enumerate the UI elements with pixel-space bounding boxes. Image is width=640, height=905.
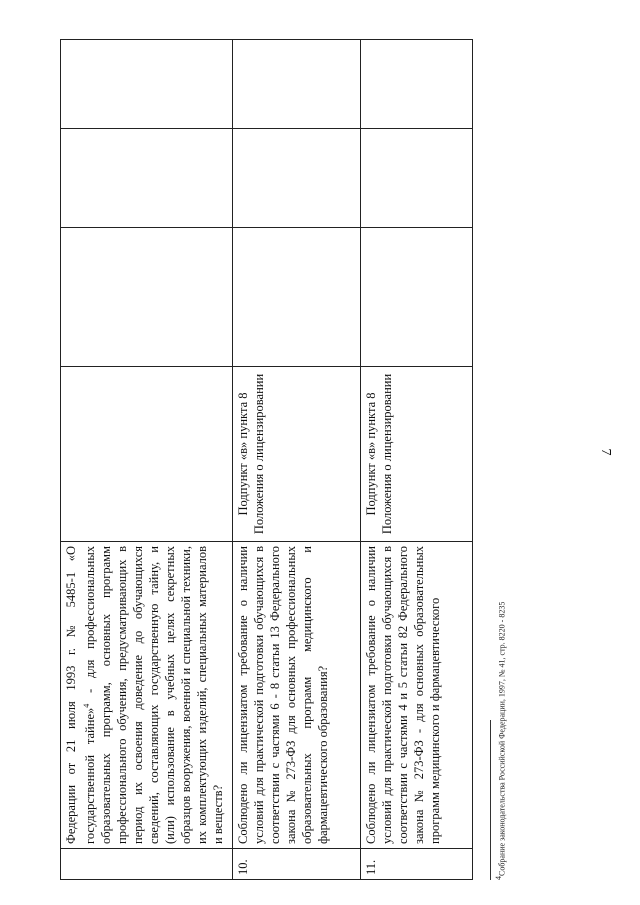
footnote-mark: 4 (494, 876, 503, 880)
requirement-text-rest: - для профессиональных образовательных программ, основных программ профессионального обучения, предусматривающих в период их освоения доведение до обучающихся сведений, составляющих государственную тайну, и (или) использование в учебных целях секретных образцов вооружения, военной и специальной техники, их комплектующих изделий, специальных материалов и веществ? (83, 546, 226, 844)
requirement-cell: Соблюдено ли лицензиатом требование о наличии условий для практической подготовки обучающихся в соответствии с частями 6 - 8 статьи 13 Федерального закона № 273-ФЗ для основных профессиональных образовательных программ медицинского и фармацевтического образования? (233, 542, 361, 849)
requirement-cell: Соблюдено ли лицензиатом требование о наличии условий для практической подготовки обучающихся в соответствии с частями 4 и 5 статьи 82 Федерального закона № 273-ФЗ - для основных образовательных программ медицинского и фармацевтического (361, 542, 473, 849)
rotated-sheet (60, 40, 565, 880)
page-number: 7 (598, 448, 613, 456)
footnote-text: Собрание законодательства Российской Федерации, 1997, № 41, стр. 8220 - 8235 (497, 601, 507, 876)
requirement-cell (61, 542, 233, 849)
empty-cell (61, 129, 233, 228)
empty-cell (361, 40, 473, 129)
footnote (494, 602, 507, 880)
footnote-divider (490, 720, 491, 880)
empty-cell (233, 228, 361, 367)
empty-cell (61, 228, 233, 367)
empty-cell (233, 40, 361, 129)
sheet-content (60, 40, 565, 880)
table-row (61, 40, 233, 880)
footnote-ref: 4 (82, 703, 91, 708)
requirements-table (60, 39, 473, 880)
basis-cell: Подпункт «в» пункта 8 Положения о лицензировании (233, 367, 361, 542)
row-number: 11. (361, 849, 473, 880)
empty-cell (361, 228, 473, 367)
basis-cell (61, 367, 233, 542)
requirement-text: Федерации от 21 июля 1993 г. № 5485-1 «О государственной тайне» (64, 546, 98, 844)
empty-cell (61, 40, 233, 129)
table-row (233, 40, 361, 880)
empty-cell (361, 129, 473, 228)
empty-cell (233, 129, 361, 228)
basis-cell: Подпункт «в» пункта 8 Положения о лицензировании (361, 367, 473, 542)
table-row (361, 40, 473, 880)
row-number (61, 849, 233, 880)
row-number: 10. (233, 849, 361, 880)
